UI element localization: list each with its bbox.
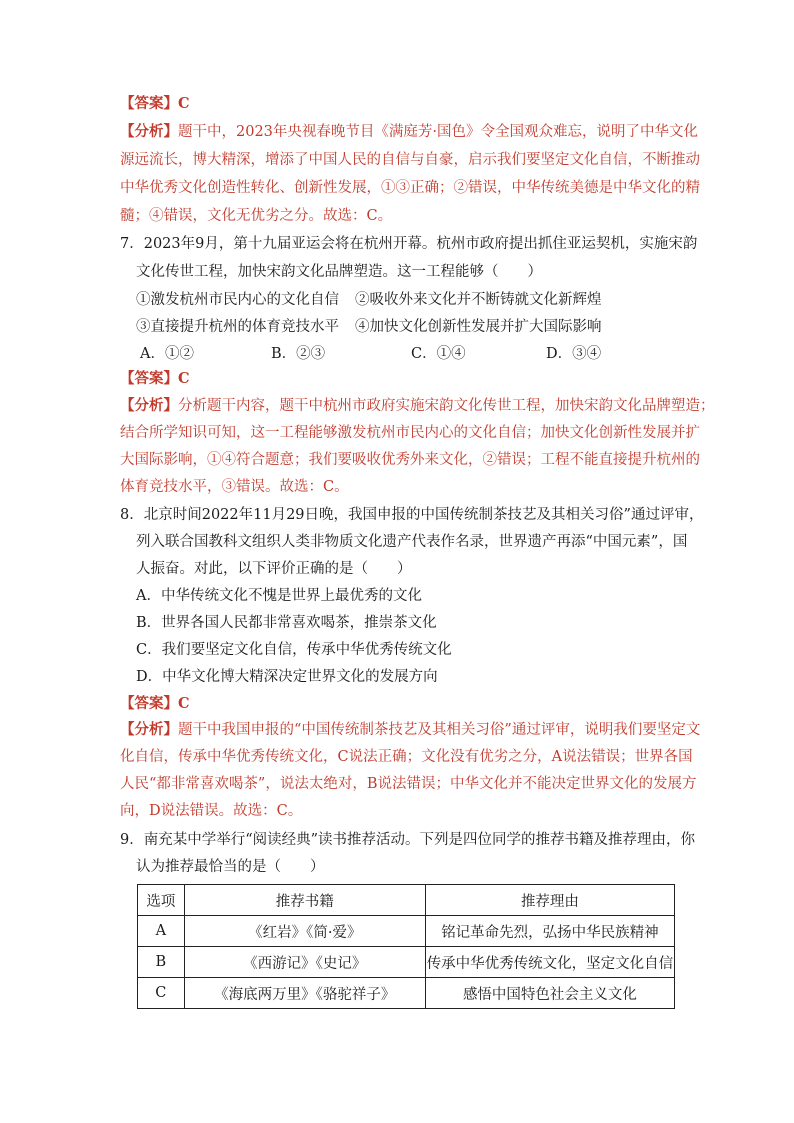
table-header-cell: 选项 — [138, 885, 185, 916]
table-row — [138, 978, 675, 1009]
table-cell: 《红岩》《简·爱》 — [184, 916, 425, 947]
q7-statement-1: ①激发杭州市民内心的文化自信 — [136, 292, 339, 308]
q7-analysis-line: 大国际影响，①④符合题意；我们要吸收优秀外来文化，②错误；工程不能直接提升杭州的 — [120, 452, 700, 468]
q6-analysis-line: 【分析】题干中，2023年央视春晚节目《满庭芳·国色》令全国观众难忘，说明了中华文化 — [120, 123, 699, 140]
table-row — [138, 916, 675, 947]
q6-analysis-line: 中华优秀文化创造性转化、创新性发展，①③正确；②错误，中华传统美德是中华文化的精 — [120, 180, 700, 196]
q7-stem: 7．2023年9月，第十九届亚运会将在杭州开幕。杭州市政府提出抓住亚运契机，实施宋韵 — [120, 236, 698, 252]
q7-analysis-line: 结合所学知识可知，这一工程能够激发杭州市民内心的文化自信；加快文化创新性发展并扩 — [120, 425, 700, 441]
table-cell: B — [138, 947, 185, 978]
answer-tag: 【答案】 — [120, 95, 178, 112]
q8-option-a: A．中华传统文化不愧是世界上最优秀的文化 — [136, 588, 422, 604]
table-row — [138, 947, 675, 978]
table-cell: C — [138, 978, 185, 1009]
q7-statement-2: ②吸收外来文化并不断铸就文化新辉煌 — [355, 292, 602, 308]
q8-analysis-line: 向，D说法错误。故选：C。 — [120, 803, 303, 819]
q8-option-d: D．中华文化博大精深决定世界文化的发展方向 — [136, 669, 438, 685]
answer-tag: 【答案】 — [120, 370, 178, 387]
q8-analysis-line: 人民“都非常喜欢喝茶”，说法太绝对，B说法错误；中华文化并不能决定世界文化的发展方 — [120, 776, 697, 792]
table-cell: 铭记革命先烈，弘扬中华民族精神 — [425, 916, 674, 947]
q8-answer — [120, 694, 190, 714]
q7-analysis-line: 【分析】分析题干内容，题干中杭州市政府实施宋韵文化传世工程，加快宋韵文化品牌塑造； — [120, 397, 715, 414]
q7-stem: 文化传世工程，加快宋韵文化品牌塑造。这一工程能够（ ） — [136, 264, 542, 280]
table-cell: 《西游记》《史记》 — [184, 947, 425, 978]
q8-option-b: B．世界各国人民都非常喜欢喝茶，推崇茶文化 — [136, 615, 437, 631]
table-cell: A — [138, 916, 185, 947]
q7-answer — [120, 369, 190, 389]
answer-value: C — [178, 95, 190, 112]
q6-analysis-line: 源远流长，博大精深，增添了中国人民的自信与自豪，启示我们要坚定文化自信，不断推动 — [120, 152, 700, 168]
table-header-cell: 推荐理由 — [425, 885, 674, 916]
table-cell: 《海底两万里》《骆驼祥子》 — [184, 978, 425, 1009]
table-header-row — [138, 885, 675, 916]
table-header-cell: 推荐书籍 — [184, 885, 425, 916]
q7-statement-3: ③直接提升杭州的体育竞技水平 — [136, 319, 339, 335]
q8-analysis-line: 化自信，传承中华优秀传统文化，C说法正确；文化没有优劣之分，A说法错误；世界各国 — [120, 749, 693, 765]
recommendation-table — [137, 884, 675, 1009]
q6-answer — [120, 94, 190, 114]
answer-value: C — [178, 370, 190, 387]
q7-analysis-line: 体育竞技水平，③错误。故选：C。 — [120, 479, 349, 495]
analysis-tag: 【分析】 — [120, 123, 178, 140]
answer-tag: 【答案】 — [120, 695, 178, 712]
q8-option-c: C．我们要坚定文化自信，传承中华优秀传统文化 — [136, 642, 452, 658]
analysis-tag: 【分析】 — [120, 397, 178, 414]
q6-analysis-line: 髓；④错误，文化无优劣之分。故选：C。 — [120, 208, 393, 224]
q8-stem: 列入联合国教科文组织人类非物质文化遗产代表作名录，世界遗产再添“中国元素”，国 — [136, 534, 688, 550]
table-cell: 感悟中国特色社会主义文化 — [425, 978, 674, 1009]
q8-analysis-line: 【分析】题干中我国申报的“中国传统制茶技艺及其相关习俗”通过评审，说明我们要坚定文 — [120, 721, 701, 738]
q7-statement-4: ④加快文化创新性发展并扩大国际影响 — [355, 319, 602, 335]
answer-value: C — [178, 695, 190, 712]
q7-option-c: C．①④ — [411, 346, 466, 362]
q7-option-d: D．③④ — [546, 346, 602, 362]
q9-stem: 认为推荐最恰当的是（ ） — [136, 859, 325, 875]
q9-stem: 9．南充某中学举行“阅读经典”读书推荐活动。下列是四位同学的推荐书籍及推荐理由，你 — [120, 832, 696, 848]
analysis-tag: 【分析】 — [120, 721, 178, 738]
q7-option-a: A．①② — [140, 346, 194, 362]
q7-option-b: B．②③ — [271, 346, 326, 362]
q8-stem: 人振奋。对此，以下评价正确的是（ ） — [136, 561, 412, 577]
table-cell: 传承中华优秀传统文化，坚定文化自信 — [425, 947, 674, 978]
q8-stem: 8．北京时间2022年11月29日晚，我国申报的中国传统制茶技艺及其相关习俗”通过评审， — [120, 507, 704, 523]
